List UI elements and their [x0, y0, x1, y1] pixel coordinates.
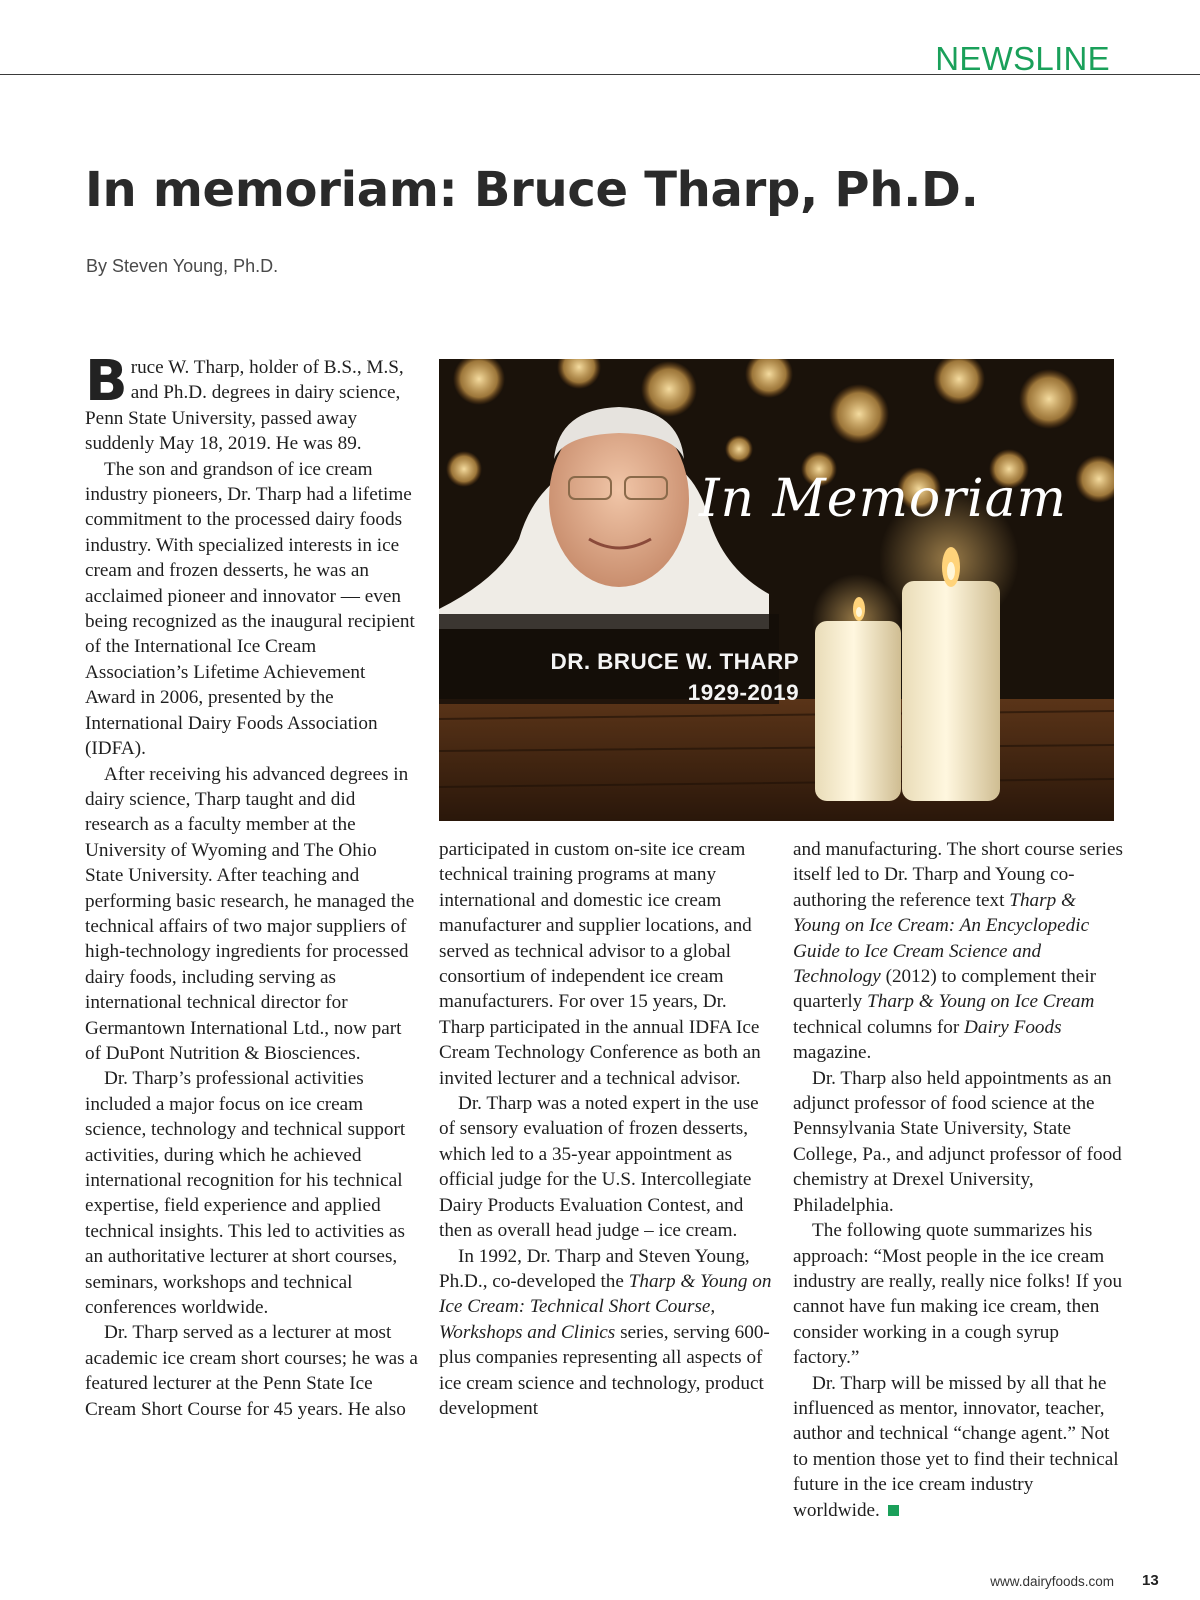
paragraph: Dr. Tharp served as a lecturer at most academic ice cream short courses; he was a featured lecturer at the Penn State Ice Cream Short Course for 45 years. He also [85, 1322, 418, 1420]
page-number: 13 [1142, 1572, 1159, 1589]
paragraph-text: magazine. [793, 1042, 872, 1064]
paragraph-text: technical columns for [793, 1016, 965, 1038]
memorial-photo-illustration [439, 359, 1114, 821]
paragraph [793, 837, 1123, 1066]
paragraph-text: and manufacturing. The short course series itself led to Dr. Tharp and Young co-authoring the reference text [793, 839, 1123, 911]
photo-caption-years: 1929-2019 [687, 680, 799, 705]
paragraph: The following quote summarizes his approach: “Most people in the ice cream industry are really, really nice folks! If you cannot have fun making ice cream, then consider working in a cough syrup factory.” [793, 1220, 1123, 1369]
paragraph: The son and grandson of ice cream industry pioneers, Dr. Tharp had a lifetime commitment to the processed dairy foods industry. With specialized interests in ice cream and frozen desserts, he was an acclaimed pioneer and innovator — even being recognized as the inaugural recipient of the International Ice Cream Association’s Lifetime Achievement Award in 2006, presented by the International Dairy Foods Association (IDFA). [85, 458, 415, 760]
photo-caption-name: DR. BRUCE W. THARP [550, 649, 799, 674]
paragraph [85, 349, 418, 457]
book-title: Tharp & Young on Ice Cream: An Encyclopedic Guide to Ice Cream Science and Technology [793, 889, 1090, 988]
paragraph [439, 1244, 772, 1422]
paragraph: After receiving his advanced degrees in dairy science, Tharp taught and did research as a faculty member at the University of Wyoming and The Ohio State University. After teaching and performing basic research, he managed the technical affairs of two major suppliers of high-technology ingredients for processed dairy foods, including serving as international technical director for Germantown International Ltd., now part of DuPont Nutrition & Biosciences. [85, 763, 415, 1064]
paragraph-text: (2012) to complement their quarterly [793, 966, 1097, 1013]
paragraph: Dr. Tharp was a noted expert in the use of sensory evaluation of frozen desserts, which led to a 35-year appointment as official judge for the U.S. Intercollegiate Dairy Products Evaluation Contest, and then as overall head judge – ice cream. [439, 1093, 759, 1242]
in-memoriam-script: In Memoriam [699, 469, 1067, 529]
column-2 [439, 837, 772, 1421]
paragraph: Dr. Tharp’s professional activities included a major focus on ice cream science, technology and technical support activities, during which he achieved international recognition for his technical expertise, field experience and applied technical insights. This led to activities as an authoritative lecturer at short courses, seminars, workshops and technical conferences worldwide. [85, 1068, 406, 1319]
paragraph: Dr. Tharp also held appointments as an adjunct professor of food science at the Pennsylvania State University, State College, Pa., and adjunct professor of food chemistry at Drexel University, Philadelphia. [793, 1067, 1122, 1216]
paragraph-text: ruce W. Tharp, holder of B.S., M.S, and Ph.D. degrees in dairy science, Penn State University, passed away suddenly May 18, 2019. He was 89. [85, 357, 404, 455]
paragraph-text: In 1992, Dr. Tharp and Steven Young, Ph.D., co-developed the [439, 1245, 750, 1292]
paragraph-text: Dr. Tharp will be missed by all that he influenced as mentor, innovator, teacher, author and technical “change agent.” Not to mention those yet to find their technical future in the ice cream industry worldwide. [793, 1372, 1119, 1521]
footer-url: www.dairyfoods.com [990, 1574, 1114, 1589]
paragraph-text: series, serving 600-plus companies representing all aspects of ice cream science and technology, product development [439, 1321, 770, 1419]
paragraph [793, 1371, 1123, 1523]
memorial-photo [439, 359, 1114, 821]
column-title: Tharp & Young on Ice Cream [867, 991, 1095, 1013]
column-1 [85, 349, 418, 1422]
article-byline: By Steven Young, Ph.D. [86, 256, 279, 276]
course-title: Tharp & Young on Ice Cream: Technical Short Course, Workshops and Clinics [439, 1270, 772, 1343]
paragraph: participated in custom on-site ice cream technical training programs at many international and domestic ice cream manufacturer and supplier locations, and served as technical advisor to a global consortium of independent ice cream manufacturers. For over 15 years, Dr. Tharp participated in the annual IDFA Ice Cream Technology Conference as both an invited lecturer and a technical advisor. [439, 839, 761, 1089]
column-3 [793, 837, 1123, 1523]
section-label: NEWSLINE [935, 40, 1110, 77]
article-title: In memoriam: Bruce Tharp, Ph.D. [85, 162, 979, 218]
end-mark-icon [888, 1505, 899, 1516]
magazine-title: Dairy Foods [964, 1016, 1062, 1038]
drop-cap: B [85, 349, 128, 414]
